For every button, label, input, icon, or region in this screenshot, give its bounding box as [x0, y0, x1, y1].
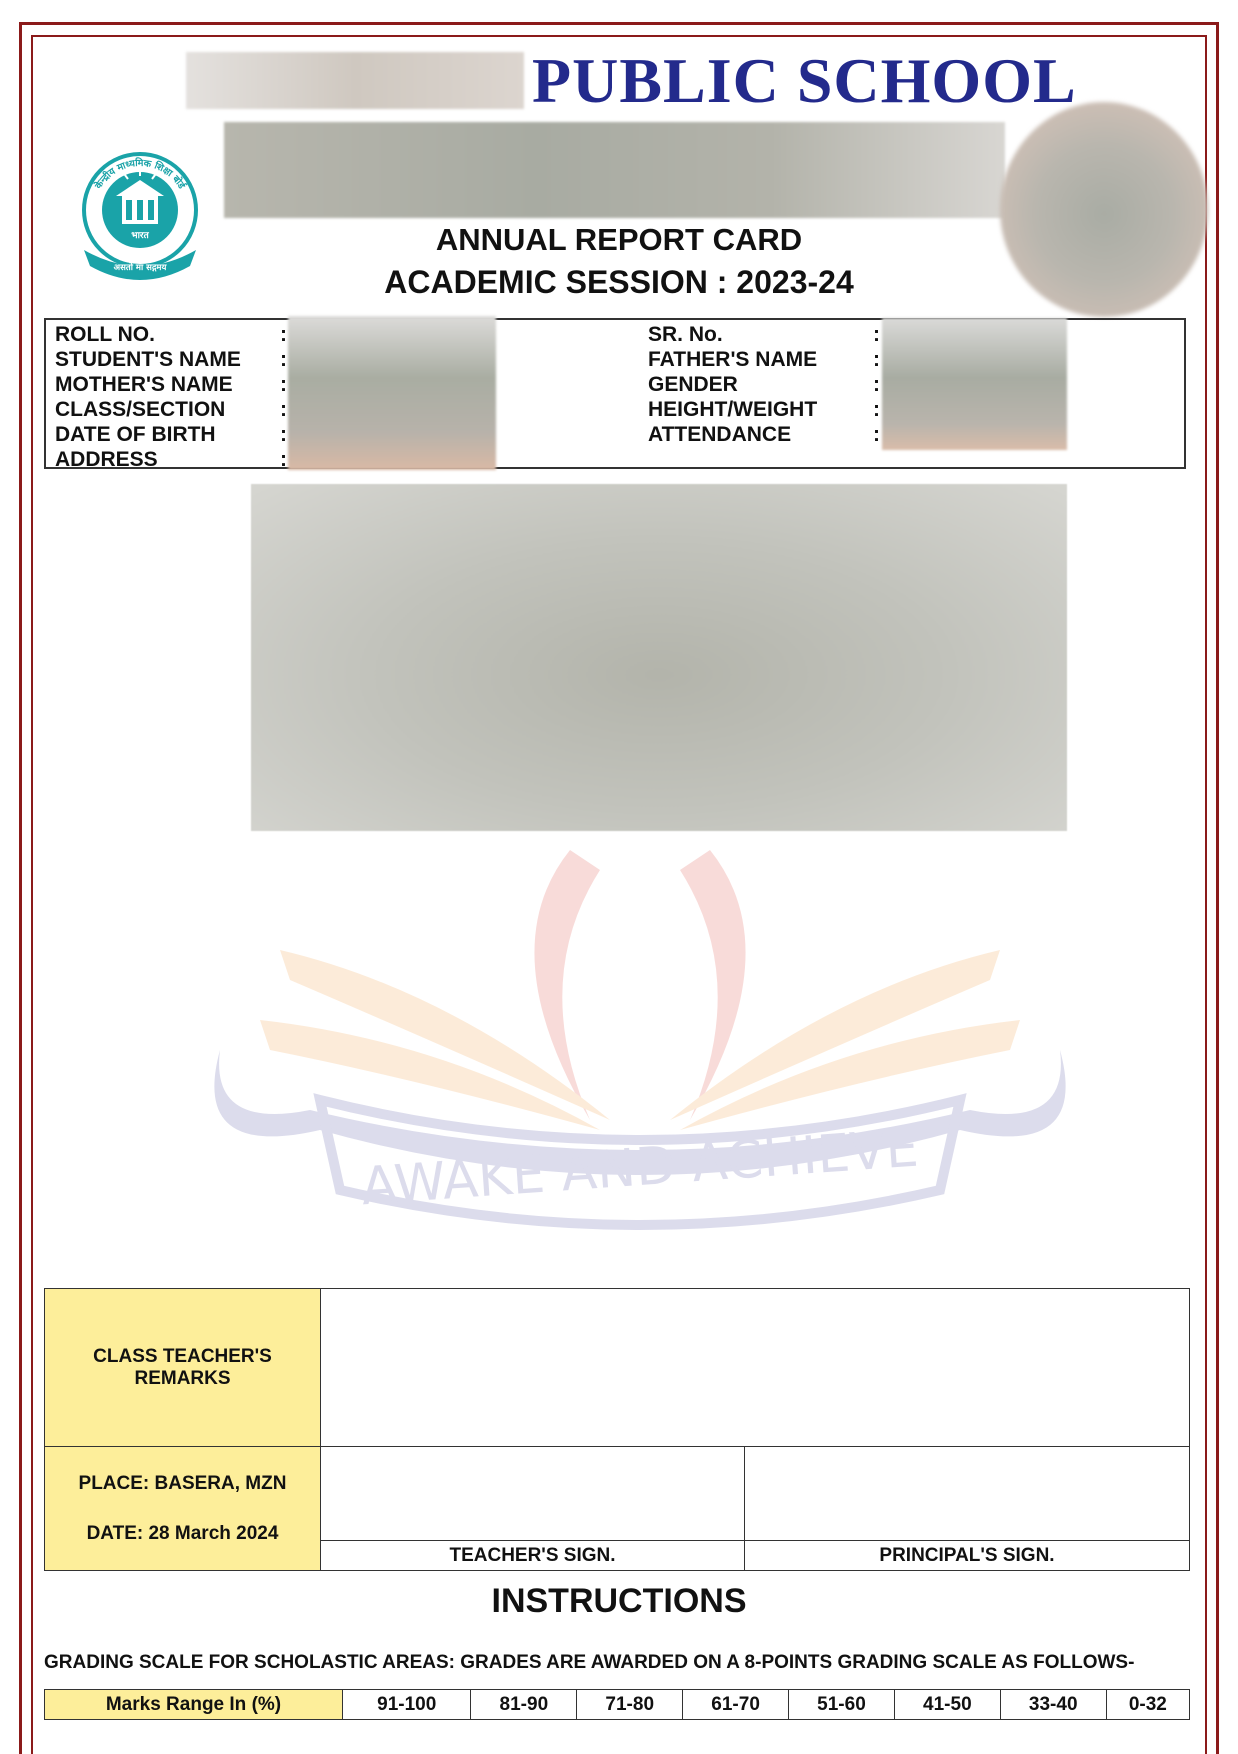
- emblem-top-text: केन्द्रीय माध्यमिक शिक्षा बोर्ड: [93, 157, 187, 191]
- student-info-right: [648, 322, 887, 447]
- redacted-student-values-right: [882, 318, 1067, 450]
- info-colon: :: [280, 348, 287, 371]
- class-teacher-remarks-label: CLASS TEACHER'S REMARKS: [45, 1289, 321, 1447]
- info-colon: :: [873, 348, 880, 371]
- teacher-sign-area[interactable]: [321, 1447, 745, 1541]
- info-label: GENDER: [648, 373, 738, 396]
- info-row-height-weight: [648, 397, 887, 422]
- marks-range-cell: 41-50: [894, 1690, 1000, 1720]
- info-row-address: [55, 447, 294, 472]
- student-info-left: [55, 322, 294, 472]
- info-colon: :: [280, 373, 287, 396]
- watermark-motto: AWAKE AND ACHIEVE: [359, 1118, 921, 1218]
- info-colon: :: [873, 398, 880, 421]
- marks-range-cell: 61-70: [683, 1690, 789, 1720]
- info-colon: :: [280, 398, 287, 421]
- info-row-roll-no: [55, 322, 294, 347]
- marks-range-cell: 71-80: [577, 1690, 683, 1720]
- info-label: FATHER'S NAME: [648, 348, 818, 371]
- emblem-mid-text: भारत: [131, 231, 149, 241]
- info-label: CLASS/SECTION: [55, 398, 226, 421]
- marks-range-header: Marks Range In (%): [45, 1690, 343, 1720]
- session-label: ACADEMIC SESSION : 2023-24: [384, 264, 854, 300]
- marks-range-cell: 51-60: [789, 1690, 895, 1720]
- teacher-sign-label: TEACHER'S SIGN.: [321, 1541, 745, 1571]
- marks-range-cell: 0-32: [1106, 1690, 1189, 1720]
- info-colon: :: [873, 373, 880, 396]
- school-logo-watermark: [190, 830, 1090, 1300]
- marks-range-cell: 91-100: [343, 1690, 471, 1720]
- info-label: MOTHER'S NAME: [55, 373, 233, 396]
- redacted-student-values-left: [288, 316, 496, 470]
- grading-scale-note: GRADING SCALE FOR SCHOLASTIC AREAS: GRADES ARE AWARDED ON A 8-POINTS GRADING SCALE AS FOLLOWS-: [44, 1652, 1135, 1673]
- info-label: DATE OF BIRTH: [55, 423, 216, 446]
- redacted-school-address: [224, 122, 1005, 218]
- school-name: PUBLIC SCHOOL: [532, 45, 1077, 116]
- info-row-class-section: [55, 397, 294, 422]
- info-row-attendance: [648, 422, 887, 447]
- info-colon: :: [280, 323, 287, 346]
- info-row-father-name: [648, 347, 887, 372]
- info-row-student-name: [55, 347, 294, 372]
- place-text: PLACE: BASERA, MZN: [78, 1472, 287, 1494]
- remarks-table: [44, 1288, 1190, 1571]
- info-label: STUDENT'S NAME: [55, 348, 241, 371]
- info-row-gender: [648, 372, 887, 397]
- info-label: SR. No.: [648, 323, 723, 346]
- info-row-mother-name: [55, 372, 294, 397]
- info-colon: :: [280, 423, 287, 446]
- info-colon: :: [280, 448, 287, 471]
- place-date-cell: [45, 1447, 321, 1571]
- info-colon: :: [873, 423, 880, 446]
- marks-range-cell: 81-90: [471, 1690, 577, 1720]
- grading-scale-table: [44, 1689, 1190, 1720]
- redacted-school-prefix: [186, 52, 524, 109]
- info-label: HEIGHT/WEIGHT: [648, 398, 818, 421]
- info-label: ROLL NO.: [55, 323, 155, 346]
- info-row-sr-no: [648, 322, 887, 347]
- redacted-marks-table: [251, 484, 1067, 831]
- info-label: ADDRESS: [55, 448, 158, 471]
- instructions-heading: INSTRUCTIONS: [491, 1582, 747, 1620]
- principal-sign-label: PRINCIPAL'S SIGN.: [745, 1541, 1190, 1571]
- info-label: ATTENDANCE: [648, 423, 792, 446]
- marks-range-cell: 33-40: [1000, 1690, 1106, 1720]
- principal-sign-area[interactable]: [745, 1447, 1190, 1541]
- emblem-bottom-text: असतो मा सद्गमय: [113, 263, 167, 273]
- date-text: DATE: 28 March 2024: [86, 1522, 279, 1544]
- info-row-date-of-birth: [55, 422, 294, 447]
- report-title: ANNUAL REPORT CARD: [435, 222, 803, 257]
- info-colon: :: [873, 323, 880, 346]
- class-teacher-remarks-field[interactable]: [321, 1289, 1190, 1447]
